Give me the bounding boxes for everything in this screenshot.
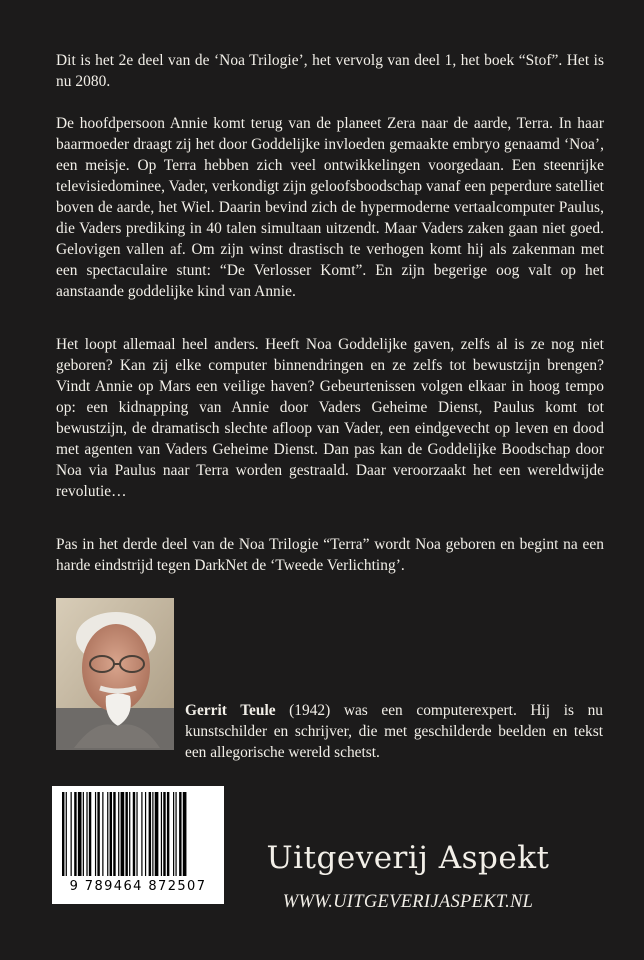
barcode-bar — [102, 792, 103, 876]
barcode-bar — [78, 792, 82, 876]
barcode-bar — [161, 792, 162, 876]
intro-paragraph: Dit is het 2e deel van de ‘Noa Trilogie’, het vervolg van deel 1, het boek “Stof”. Het is nu 2080. — [56, 52, 604, 90]
barcode-bar — [95, 792, 96, 876]
barcode-bar — [113, 792, 115, 876]
events-paragraph: Het loopt allemaal heel anders. Heeft Noa Goddelijke gaven, zelfs al is ze nog niet geboren? Kan zij elke computer binnendringen en ze zelfs tot bewustzijn brengen? Vindt Annie op Mars een veilige haven? Gebeurtenissen volgen elkaar in hoog tempo op: een kidnapping van Annie door Vaders Geheime Dienst, Paulus komt tot bewustzijn, de dramatisch slechte afloop van Vader, een eindgevecht op leven en dood met agenten van Vaders Geheime Dienst. Dan pas kan de Goddelijke Boodschap door Noa via Paulus naar Terra worden gestraald. Daar veroorzaakt het een wereldwijde revolutie… — [56, 336, 604, 500]
barcode-bar — [152, 792, 153, 876]
barcode-bar — [163, 792, 165, 876]
barcode-bar — [129, 792, 130, 876]
publisher-website: WWW.UITGEVERIJASPEKT.NL — [282, 892, 534, 912]
barcode-bar — [110, 792, 112, 876]
barcode-bar — [125, 792, 127, 876]
barcode-bar — [74, 792, 76, 876]
barcode-bar — [89, 792, 91, 876]
barcode-bar — [71, 792, 72, 876]
barcode-bar — [118, 792, 119, 876]
publisher-logo: Uitgeverij Aspekt — [266, 840, 550, 876]
plot-paragraph: De hoofdpersoon Annie komt terug van de planeet Zera naar de aarde, Terra. In haar baarmoeder draagt zij het door Goddelijke invloeden gemaakte embryo genaamd ‘Noa’, een meisje. Op Terra hebben zich veel ontwikkelingen voorgedaan. Een steenrijke televisiedominee, Vader, verkondigt zijn geloofsboodschap vanaf een peperdure satelliet boven de aarde, het Wiel. Daarin bevind zich de hypermoderne vertaalcomputer Paulus, die Vaders prediking in 40 talen simultaan uitzendt. Maar Vaders zaken gaan niet goed. Gelovigen vallen af. Om zijn winst drastisch te verhogen komt hij als zakenman met een spectaculaire stunt: “De Verlosser Komt”. En zijn begerige oog valt op het aanstaande goddelijke kind van Annie. — [56, 115, 604, 300]
barcode-bar — [66, 792, 67, 876]
isbn-barcode — [52, 786, 224, 904]
barcode-bar — [175, 792, 176, 876]
author-name: Gerrit Teule — [185, 702, 276, 719]
author-photo — [56, 598, 174, 750]
barcode-bar — [149, 792, 151, 876]
isbn-number: 9 789464 872507 — [69, 879, 207, 894]
barcode-bar — [179, 792, 181, 876]
barcode-bar — [155, 792, 159, 876]
barcode-bar — [107, 792, 108, 876]
trilogy-paragraph: Pas in het derde deel van de Noa Trilogie “Terra” wordt Noa geboren en begint na een harde eindstrijd tegen DarkNet de ‘Tweede Verlichting’. — [56, 536, 604, 574]
barcode-bar — [141, 792, 142, 876]
barcode-bar — [97, 792, 99, 876]
barcode-bar — [173, 792, 174, 876]
barcode-bar — [136, 792, 137, 876]
barcode-bar — [83, 792, 84, 876]
barcode-bar — [145, 792, 146, 876]
author-bio-text: (1942) was een computerexpert. Hij is nu kunstschilder en schrijver, die met geschilderde beelden en tekst een allegorische wereld schetst. — [185, 702, 603, 761]
barcode-bar — [183, 792, 187, 876]
barcode-bar — [62, 792, 64, 876]
barcode-bar — [121, 792, 125, 876]
barcode-bar — [167, 792, 169, 876]
barcode-bar — [86, 792, 87, 876]
author-bio — [185, 700, 603, 763]
barcode-bar — [133, 792, 135, 876]
